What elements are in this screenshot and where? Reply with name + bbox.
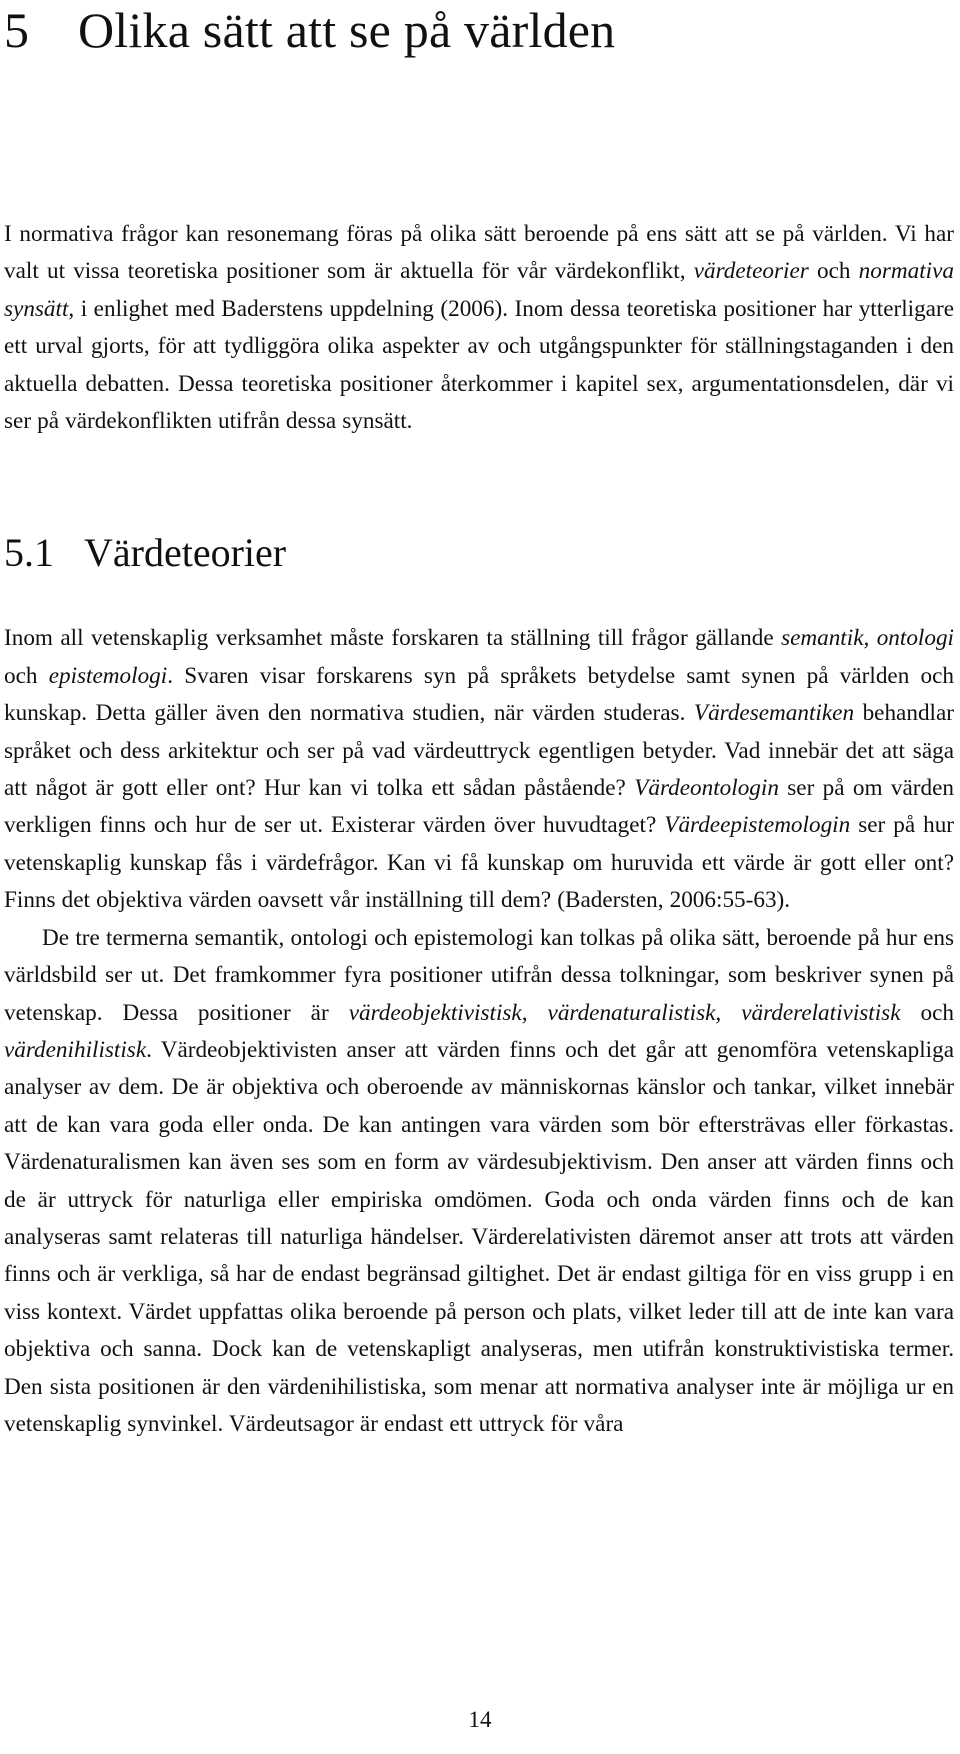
p1-text-6: ser på hur vetenskaplig kunskap fås i värdefrågor. Kan vi få kunskap om huruvida ett värde är gott eller ont? Finns det objektiva värden oavsett vår inställning till dem? (Badersten, 2006:55-63). xyxy=(4,812,955,914)
p1-text-3: . Svaren visar forskarens syn på språkets betydelse samt synen på världen och kunskap. Detta gäller även den normativa studien, när värden studeras. xyxy=(4,662,954,727)
p1-emphasis-2: epistemologi xyxy=(48,662,168,689)
p2-emphasis-2: värdenihilistisk xyxy=(4,1036,147,1063)
p2-text-2: och xyxy=(900,999,954,1026)
section-number: 5.1 xyxy=(4,530,54,576)
p2-text-1: De tre termerna semantik, ontologi och epistemologi kan tolkas på olika sätt, beroende på hur ens världsbild ser ut. Det framkommer fyra positioner utifrån dessa tolkningar, som beskriver synen på vetenskap. Dessa positioner är xyxy=(4,924,954,1026)
section-paragraph-1 xyxy=(4,620,954,919)
intro-text-1: I normativa frågor kan resonemang föras på olika sätt beroende på ens sätt att se på världen. Vi har valt ut vissa teoretiska positioner som är aktuella för vår värdekonflikt, xyxy=(4,221,954,285)
intro-emphasis-2: normativa synsätt xyxy=(4,258,954,322)
document-page xyxy=(4,0,954,1443)
p1-text-1: Inom all vetenskaplig verksamhet måste forskaren ta ställning till frågor gällande xyxy=(4,625,782,652)
chapter-number: 5 xyxy=(4,2,30,58)
page-number: 14 xyxy=(468,1707,492,1732)
p1-emphasis-3: Värdesemantiken xyxy=(693,700,855,727)
intro-section xyxy=(4,216,954,440)
intro-paragraph xyxy=(4,216,954,440)
section-paragraph-2 xyxy=(4,920,954,1444)
intro-text-3: , i enlighet med Baderstens uppdelning (2006). Inom dessa teoretiska positioner har ytterligare ett urval gjorts, för att tydliggöra olika aspekter av och utgångspunkter för ställningstaganden i den aktuella debatten. Dessa teoretiska positioner återkommer i kapitel sex, argumentationsdelen, där vi ser på värdekonflikten utifrån dessa synsätt. xyxy=(4,295,954,435)
intro-emphasis-1: värdeteorier xyxy=(693,258,809,285)
p1-text-2: och xyxy=(4,662,49,689)
p1-emphasis-5: Värdeepistemologin xyxy=(664,812,851,839)
section-title: Värdeteorier xyxy=(84,530,287,576)
section-body xyxy=(4,620,954,1443)
p2-emphasis-1: värdeobjektivistisk, värdenaturalistisk, värderelativistisk xyxy=(348,999,901,1026)
p1-text-4: behandlar språket och dess arkitektur och ser på vad värdeuttryck egentligen betyder. Vad innebär det att säga att något är gott eller ont? Hur kan vi tolka ett sådan påstående? xyxy=(4,700,954,802)
p1-emphasis-1: semantik, ontologi xyxy=(781,625,955,652)
intro-text-2: och xyxy=(808,258,859,285)
p2-text-3: . Värdeobjektivisten anser att värden finns och det går att genomföra vetenskapliga analyser av dem. De är objektiva och oberoende av människornas känslor och tankar, vilket innebär att de kan vara goda eller onda. De kan antingen vara värden som bör eftersträvas eller förkastas. Värdenaturalismen kan även ses som en form av värdesubjektivism. Den anser att värden finns och de är uttryck för naturliga eller empiriska omdömen. Goda och onda värden finns och de kan analyseras samt relateras till naturliga händelser. Värderelativisten däremot anser att trots att värden finns och är verkliga, så har de endast begränsad giltighet. Det är endast giltiga för en viss grupp i en viss kontext. Värdet uppfattas olika beroende på person och plats, vilket leder till att de inte kan vara objektiva och sanna. Dock kan de vetenskapligt analyseras, men utifrån konstruktivistiska termer. Den sista positionen är den värdenihilistiska, som menar att normativa analyser inte är möjliga ur en vetenskaplig synvinkel. Värdeutsagor är endast ett uttryck för våra xyxy=(4,1036,954,1437)
p1-emphasis-4: Värdeontologin xyxy=(634,775,779,802)
chapter-heading xyxy=(4,0,954,58)
chapter-title: Olika sätt att se på världen xyxy=(78,2,616,58)
section-heading xyxy=(4,529,954,577)
p1-text-5: ser på om värden verkligen finns och hur de ser ut. Existerar värden över huvudtaget? xyxy=(4,775,955,839)
